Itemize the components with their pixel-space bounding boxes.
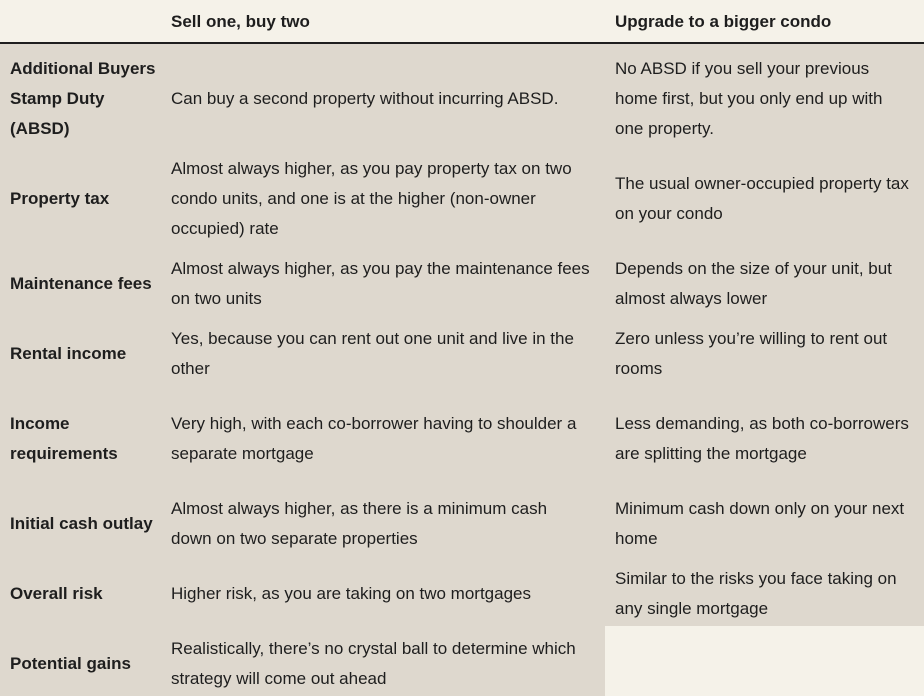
row-label: Property tax — [10, 189, 110, 208]
sell-one-buy-two-cell: Can buy a second property without incurring ABSD. — [171, 89, 559, 108]
table-row — [0, 324, 924, 384]
table-row — [0, 154, 924, 244]
sell-one-buy-two-cell: Higher risk, as you are taking on two mortgages — [171, 584, 532, 603]
row-label: Overall risk — [10, 584, 103, 603]
table-row — [0, 634, 924, 694]
row-label: Rental income — [10, 344, 127, 363]
row-label: Potential gains — [10, 654, 131, 673]
table-row — [0, 254, 924, 314]
table-row — [0, 494, 924, 554]
table-row — [0, 564, 924, 624]
row-label: Additional Buyers Stamp Duty (ABSD) — [10, 59, 156, 138]
upgrade-cell: Minimum cash down only on your next home — [615, 499, 905, 548]
upgrade-cell: Depends on the size of your unit, but almost always lower — [615, 259, 892, 308]
row-label: Maintenance fees — [10, 274, 152, 293]
header-col-upgrade: Upgrade to a bigger condo — [615, 12, 832, 31]
upgrade-cell: Similar to the risks you face taking on any single mortgage — [615, 569, 897, 618]
sell-one-buy-two-cell: Almost always higher, as you pay the maintenance fees on two units — [171, 259, 590, 308]
upgrade-cell: The usual owner-occupied property tax on your condo — [615, 174, 909, 223]
upgrade-cell: Less demanding, as both co-borrowers are splitting the mortgage — [615, 414, 909, 463]
row-label: Income requirements — [10, 414, 118, 463]
upgrade-cell — [615, 634, 915, 694]
upgrade-cell: No ABSD if you sell your previous home first, but you only end up with one property. — [615, 59, 883, 138]
sell-one-buy-two-cell: Almost always higher, as there is a minimum cash down on two separate properties — [171, 499, 548, 548]
sell-one-buy-two-cell: Yes, because you can rent out one unit and live in the other — [171, 329, 574, 378]
sell-one-buy-two-cell: Very high, with each co-borrower having to shoulder a separate mortgage — [171, 414, 577, 463]
table-row — [0, 394, 924, 484]
sell-one-buy-two-cell: Almost always higher, as you pay property tax on two condo units, and one is at the higher (non-owner occupied) rate — [171, 159, 572, 238]
table-row — [0, 54, 924, 144]
row-label: Initial cash outlay — [10, 514, 153, 533]
upgrade-cell: Zero unless you’re willing to rent out rooms — [615, 329, 888, 378]
sell-one-buy-two-cell: Realistically, there’s no crystal ball to determine which strategy will come out ahead — [171, 639, 576, 688]
header-col-sell-one-buy-two: Sell one, buy two — [171, 12, 310, 31]
table-header — [0, 0, 924, 44]
